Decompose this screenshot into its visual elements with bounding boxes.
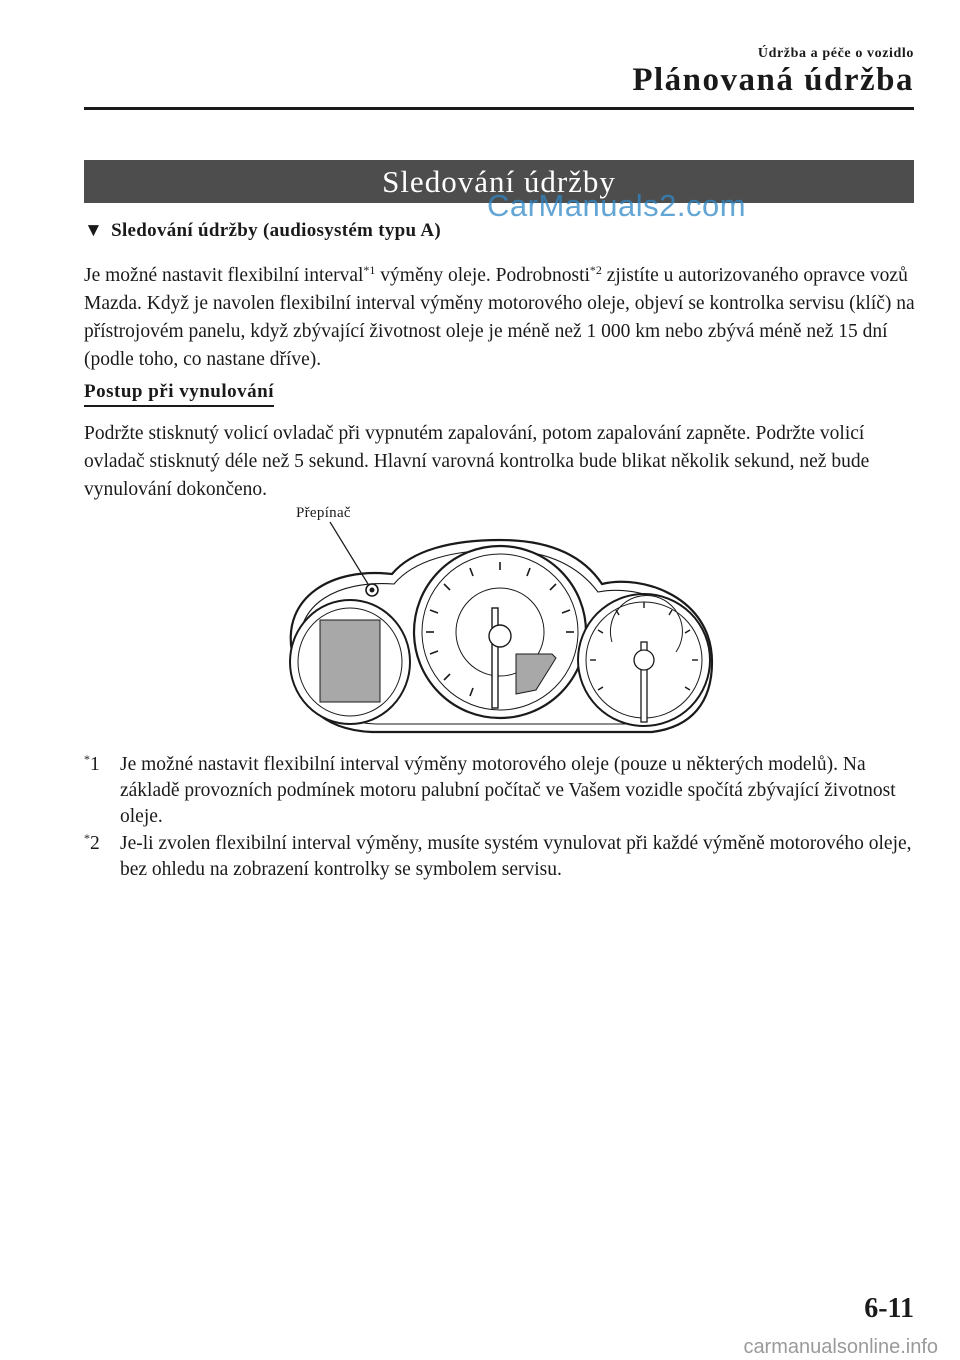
footnote-2-num: 2: [90, 833, 100, 854]
footnote-1-star: *: [84, 752, 90, 766]
footnote-ref-1: *1: [363, 263, 376, 277]
intro-part2: výměny oleje. Podrobnosti: [375, 265, 590, 286]
watermark: CarManuals2.com: [487, 188, 747, 223]
footnote-ref-2: *2: [589, 263, 602, 277]
header-rule: [84, 107, 914, 110]
footnote-1-num: 1: [90, 754, 100, 775]
instrument-cluster-illustration: [272, 502, 730, 742]
procedure-paragraph: Podržte stisknutý volicí ovladač při vypnutém zapalování, potom zapalování zapněte. Podržte volicí ovladač stisknutý déle než 5 sekund. Hlavní varovná kontrolka bude blikat několik sekund, než bude vynulování dokončeno.: [84, 423, 870, 500]
subheading: [84, 220, 441, 242]
footnote-1: [84, 752, 916, 830]
info-display: [320, 620, 380, 702]
intro-part3: zjistíte u autorizovaného opravce vozů Mazda. Když je navolen flexibilní interval výměny motorového oleje, objeví se kontrolka servisu (klíč) na přístrojovém panelu, když zbývající životnost oleje je méně než 1 000 km nebo zbývá méně než 15 dní (podle toho, co nastane dříve).: [84, 265, 915, 370]
triangle-bullet-icon: ▼: [84, 220, 104, 241]
footnote-2: [84, 831, 916, 883]
header-title: Plánovaná údržba: [632, 62, 914, 98]
footnote-2-marker: [84, 831, 100, 857]
subheading-text: Sledování údržby (audiosystém typu A): [111, 220, 442, 241]
right-hub: [634, 650, 654, 670]
intro-paragraph: [84, 262, 916, 374]
footnote-1-text: Je možné nastavit flexibilní interval výměny motorového oleje (pouze u některých modelů). Na základě provozních podmínek motoru palubní počítač ve Vašem vozidle spočítá zbývající životnost oleje.: [120, 754, 896, 827]
footnote-1-marker: [84, 752, 100, 778]
procedure-title: Postup při vynulování: [84, 381, 274, 407]
selector-switch-dot-icon: [370, 588, 375, 593]
center-needle: [492, 608, 498, 708]
footnote-2-star: *: [84, 831, 90, 845]
header-section: Údržba a péče o vozidlo: [757, 46, 914, 61]
intro-part1: Je možné nastavit flexibilní interval: [84, 265, 364, 286]
footnote-2-text: Je-li zvolen flexibilní interval výměny, musíte systém vynulovat při každé výměně motorového oleje, bez ohledu na zobrazení kontrolky se symbolem servisu.: [120, 833, 912, 880]
page-number: 6-11: [864, 1293, 914, 1324]
figure-label: Přepínač: [296, 505, 351, 521]
section-banner: Sledování údržby: [84, 160, 914, 203]
footer-watermark: carmanualsonline.info: [743, 1336, 938, 1358]
center-hub: [489, 625, 511, 647]
